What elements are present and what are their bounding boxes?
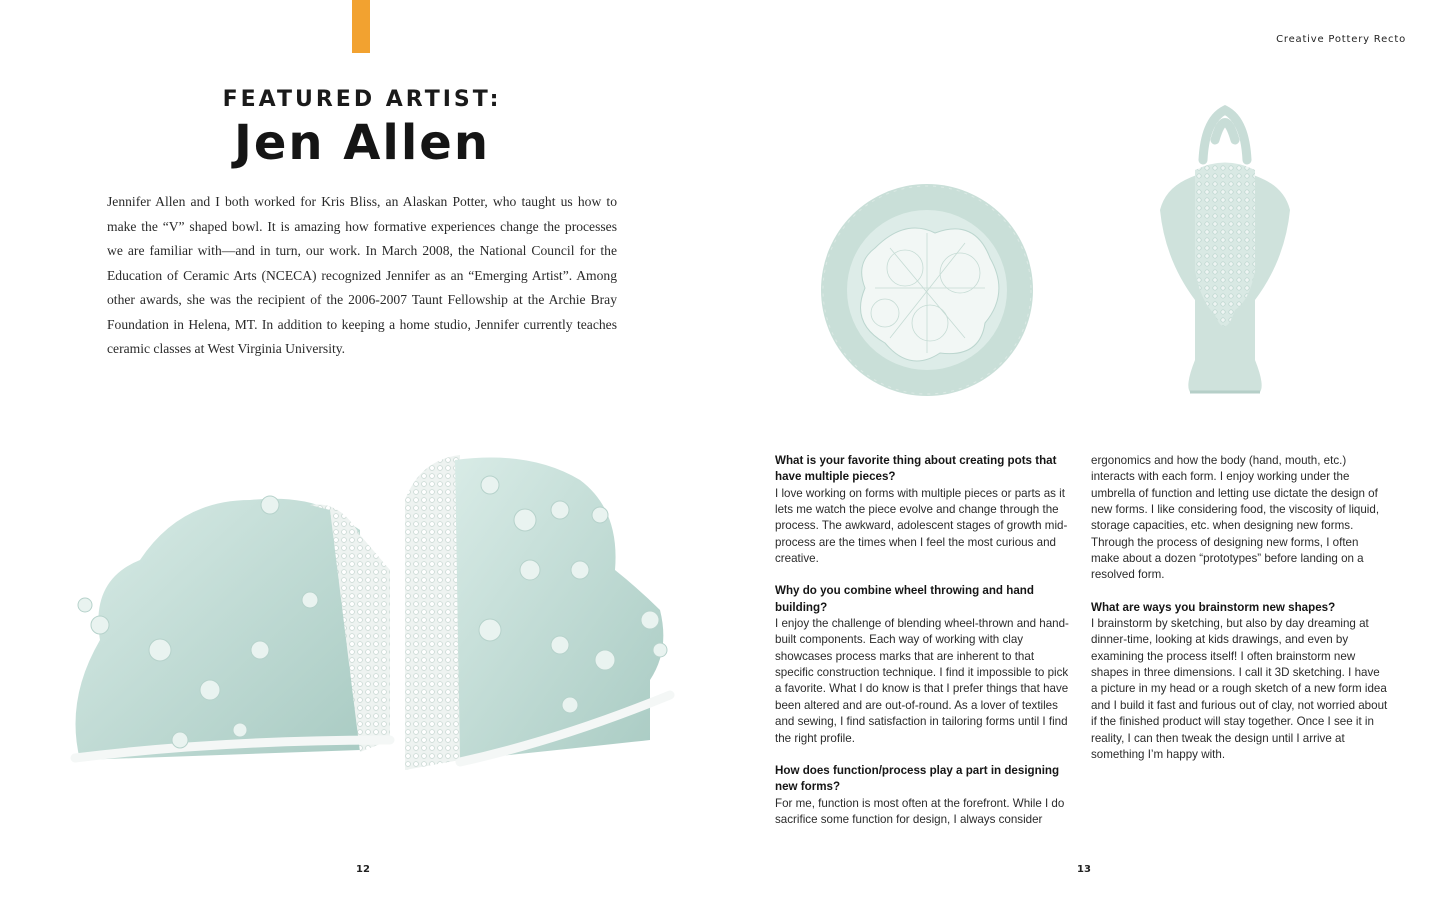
question-4: What are ways you brainstorm new shapes?	[1091, 600, 1336, 614]
lidded-jar-photo	[1155, 100, 1295, 400]
featured-kicker: FEATURED ARTIST:	[222, 87, 502, 112]
answer-3-part-1: For me, function is most often at the forefront. While I do sacrifice some function for design, I always consider	[775, 796, 1065, 826]
qa-column-left	[775, 453, 1073, 828]
right-bookend-dotted-face	[405, 455, 460, 770]
question-2: Why do you combine wheel throwing and hand building?	[775, 584, 1034, 614]
page-number-left: 12	[356, 864, 370, 875]
answer-1: I love working on forms with multiple pieces or parts as it lets me watch the piece evolve and change through the process. The awkward, adolescent stages of growth mid-process are the times when I feel the most curious and creative.	[775, 486, 1068, 566]
answer-4: I brainstorm by sketching, but also by day dreaming at dinner-time, looking at kids drawings, and even by examining the process itself! I often brainstorm new shapes in three dimensions. I call it 3D sketching. I have a picture in my head or a rough sketch of a new form idea and I build it fast and furious out of clay, not worried about if the finished product will stay together. Once I see it in reality, I can then tweak the design until I arrive at something I’m happy with.	[1091, 617, 1388, 761]
left-bookend-body	[76, 499, 361, 760]
artist-name-title: Jen Allen	[233, 115, 491, 171]
question-1: What is your favorite thing about creating pots that have multiple pieces?	[775, 454, 1057, 484]
page-number-right: 13	[1077, 864, 1091, 875]
bookends-photo	[60, 440, 680, 810]
qa-column-right	[1091, 453, 1389, 763]
running-head: Creative Pottery Recto	[1276, 34, 1406, 45]
plate-photo	[815, 178, 1040, 403]
answer-2: I enjoy the challenge of blending wheel-thrown and hand-built components. Each way of working with clay showcases process marks that are inherent to that specific construction technique. I find it impossible to pick a favorite. What I do know is that I prefer things that have been altered and are out-of-round. As a lover of textiles and sewing, I find satisfaction in tailoring forms until I find the right profile.	[775, 617, 1069, 745]
section-tab-marker	[352, 0, 370, 53]
question-3: How does function/process play a part in designing new forms?	[775, 763, 1060, 794]
answer-3-part-2: ergonomics and how the body (hand, mouth, etc.) interacts with each form. I enjoy working under the umbrella of function and letting use dictate the design of new forms. I like considering food, the viscosity of liquid, storage capacities, etc. when designing new forms. Through the process of designing new forms, I often make about a dozen “prototypes” before landing on a resolved form.	[1091, 454, 1380, 582]
jar-lid-handle	[1203, 110, 1247, 160]
intro-paragraph: Jennifer Allen and I both worked for Kris Bliss, an Alaskan Potter, who taught us how to make the “V” shaped bowl. It is amazing how formative experiences change the processes we are familiar with—and in turn, our work. In March 2008, the National Council for the Education of Ceramic Arts (NCECA) recognized Jennifer as an “Emerging Artist”. Among other awards, she was the recipient of the 2006-2007 Taunt Fellowship at the Archie Bray Foundation in Helena, MT. In addition to keeping a home studio, Jennifer currently teaches ceramic classes at West Virginia University.	[107, 194, 617, 356]
